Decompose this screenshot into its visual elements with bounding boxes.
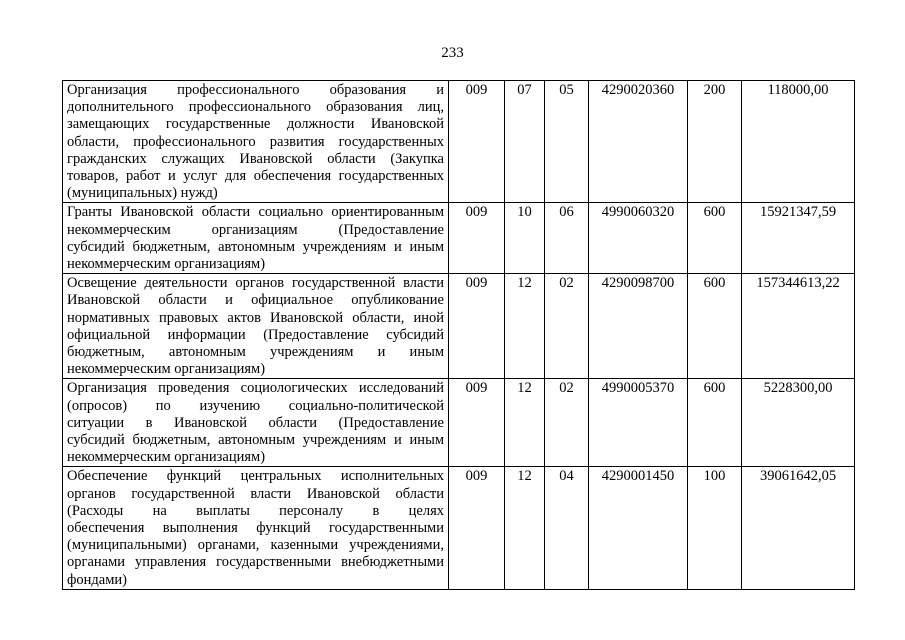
description-line: некоммерческим организациям) — [67, 449, 266, 466]
description-line: Обеспечение функций центральных исполнительных — [67, 468, 444, 485]
cell-subsection: 02 — [545, 274, 589, 379]
description-line: области, профессионального развития государственных — [67, 133, 444, 150]
description-line: Освещение деятельности органов государственной власти — [67, 275, 444, 292]
description-line: официальной информации (Предоставление субсидий — [67, 326, 444, 343]
cell-target: 4290098700 — [589, 274, 688, 379]
row-description — [63, 203, 449, 274]
table-row — [63, 274, 855, 379]
cell-ministry: 009 — [449, 203, 505, 274]
cell-subsection: 06 — [545, 203, 589, 274]
description-line: замещающих государственные должности Ивановской — [67, 116, 444, 133]
description-line: нормативных правовых актов Ивановской области, иной — [67, 309, 444, 326]
cell-section: 07 — [505, 81, 545, 203]
description-line: ситуации в Ивановской области (Предоставление — [67, 414, 444, 431]
description-line: бюджетным, автономным учреждениям и иным — [67, 344, 444, 361]
description-line: субсидий бюджетным, автономным учреждениям и иным — [67, 432, 444, 449]
cell-subsection: 04 — [545, 467, 589, 589]
cell-amount: 118000,00 — [742, 81, 855, 203]
description-line: органами управления государственными внебюджетными — [67, 554, 444, 571]
cell-subsection: 05 — [545, 81, 589, 203]
table-row — [63, 203, 855, 274]
table-row — [63, 81, 855, 203]
description-line: (опросов) по изучению социально-политической — [67, 397, 444, 414]
description-line: дополнительного профессионального образования лиц, — [67, 99, 444, 116]
cell-amount: 15921347,59 — [742, 203, 855, 274]
description-line: товаров, работ и услуг для обеспечения государственных — [67, 168, 444, 185]
cell-target: 4990005370 — [589, 379, 688, 467]
cell-target: 4990060320 — [589, 203, 688, 274]
table-row — [63, 379, 855, 467]
row-description — [63, 379, 449, 467]
cell-amount: 39061642,05 — [742, 467, 855, 589]
description-line: (муниципальными) органами, казенными учреждениями, — [67, 537, 444, 554]
description-line: Гранты Ивановской области социально ориентированным — [67, 204, 444, 221]
cell-target: 4290001450 — [589, 467, 688, 589]
cell-target: 4290020360 — [589, 81, 688, 203]
description-line: Организация проведения социологических исследований — [67, 380, 444, 397]
cell-ministry: 009 — [449, 467, 505, 589]
description-line: обеспечения выполнения функций государственными — [67, 520, 444, 537]
description-line: Организация профессионального образования и — [67, 82, 444, 98]
description-line: некоммерческим организациям) — [67, 361, 266, 378]
description-line: (муниципальных) нужд) — [67, 185, 218, 202]
page-number: 233 — [441, 45, 464, 61]
description-line: (Расходы на выплаты персоналу в целях — [67, 502, 444, 519]
cell-section: 10 — [505, 203, 545, 274]
description-line: гражданских служащих Ивановской области (Закупка — [67, 150, 444, 167]
row-description — [63, 81, 449, 203]
cell-subsection: 02 — [545, 379, 589, 467]
cell-ministry: 009 — [449, 274, 505, 379]
cell-expense-type: 200 — [688, 81, 742, 203]
description-line: субсидий бюджетным, автономным учреждениям и иным — [67, 238, 444, 255]
description-line: Ивановской области и официальное опубликование — [67, 292, 444, 309]
description-line: фондами) — [67, 571, 127, 588]
cell-expense-type: 600 — [688, 203, 742, 274]
row-description — [63, 274, 449, 379]
cell-expense-type: 600 — [688, 274, 742, 379]
budget-table — [62, 80, 855, 590]
table-row — [63, 467, 855, 589]
cell-ministry: 009 — [449, 81, 505, 203]
cell-amount: 157344613,22 — [742, 274, 855, 379]
cell-ministry: 009 — [449, 379, 505, 467]
description-line: некоммерческим организациям) — [67, 256, 266, 273]
description-line: некоммерческим организациям (Предоставление — [67, 221, 444, 238]
cell-amount: 5228300,00 — [742, 379, 855, 467]
description-line: органов государственной власти Ивановской области — [67, 485, 444, 502]
row-description — [63, 467, 449, 589]
cell-section: 12 — [505, 467, 545, 589]
cell-expense-type: 100 — [688, 467, 742, 589]
cell-section: 12 — [505, 379, 545, 467]
cell-expense-type: 600 — [688, 379, 742, 467]
cell-section: 12 — [505, 274, 545, 379]
